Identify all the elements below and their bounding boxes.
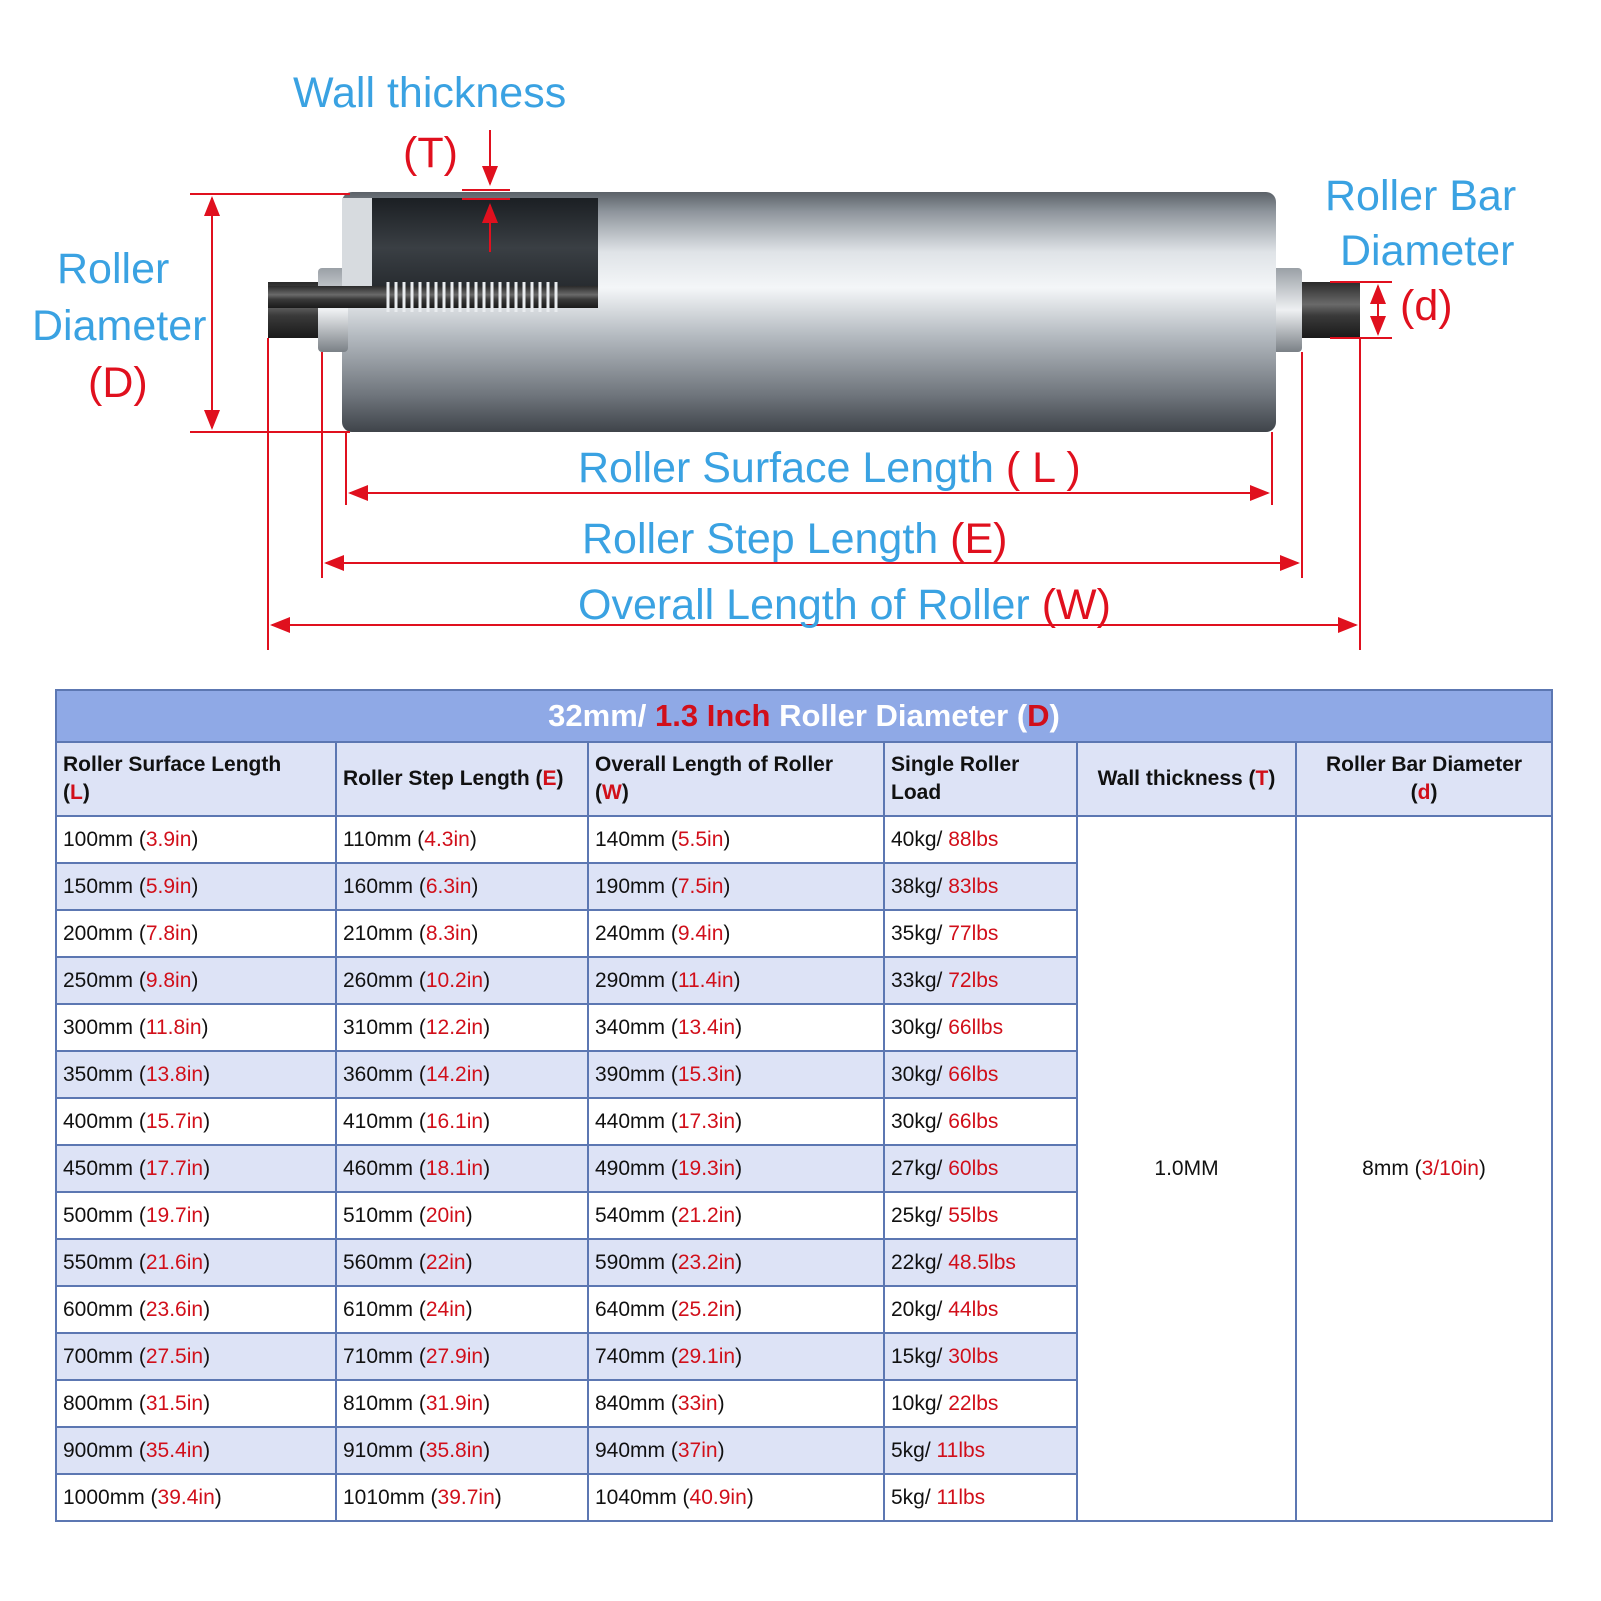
cell-overall-length: 240mm (9.4in) (588, 910, 884, 957)
cell-step-length: 1010mm (39.7in) (336, 1474, 588, 1521)
cell-single-roller-load: 5kg/ 11lbs (884, 1427, 1077, 1474)
header-overall-length: Overall Length of Roller (W) (588, 742, 884, 816)
cell-surface-length: 800mm (31.5in) (56, 1380, 336, 1427)
cell-surface-length: 150mm (5.9in) (56, 863, 336, 910)
right-shaft (1300, 282, 1360, 338)
header-wall-thickness: Wall thickness (T) (1077, 742, 1296, 816)
cell-single-roller-load: 22kg/ 48.5lbs (884, 1239, 1077, 1286)
cell-step-length: 410mm (16.1in) (336, 1098, 588, 1145)
cell-step-length: 610mm (24in) (336, 1286, 588, 1333)
table-title: 32mm/ 1.3 Inch Roller Diameter (D) (56, 690, 1552, 742)
cell-wall-thickness-value: 1.0MM (1077, 816, 1296, 1521)
cell-step-length: 160mm (6.3in) (336, 863, 588, 910)
bar-diameter-label-line1: Roller Bar (1325, 172, 1517, 220)
wall-thickness-label: Wall thickness (293, 69, 567, 117)
cell-overall-length: 440mm (17.3in) (588, 1098, 884, 1145)
cell-step-length: 260mm (10.2in) (336, 957, 588, 1004)
roller-diagram (0, 0, 1601, 680)
cell-single-roller-load: 25kg/ 55lbs (884, 1192, 1077, 1239)
header-surface-length: Roller Surface Length (L) (56, 742, 336, 816)
bar-diameter-symbol: (d) (1400, 282, 1453, 330)
cell-overall-length: 640mm (25.2in) (588, 1286, 884, 1333)
surface-length-symbol: ( L ) (1005, 444, 1081, 492)
cell-step-length: 910mm (35.8in) (336, 1427, 588, 1474)
cell-overall-length: 590mm (23.2in) (588, 1239, 884, 1286)
cell-step-length: 210mm (8.3in) (336, 910, 588, 957)
cell-overall-length: 1040mm (40.9in) (588, 1474, 884, 1521)
cell-overall-length: 290mm (11.4in) (588, 957, 884, 1004)
cell-surface-length: 250mm (9.8in) (56, 957, 336, 1004)
roller-diameter-label-line1: Roller (57, 245, 170, 293)
cell-bar-diameter-value: 8mm (3/10in) (1296, 816, 1552, 1521)
cell-step-length: 310mm (12.2in) (336, 1004, 588, 1051)
header-single-roller-load: Single Roller Load (884, 742, 1077, 816)
right-end-cap (1272, 268, 1302, 352)
cell-single-roller-load: 5kg/ 11lbs (884, 1474, 1077, 1521)
cell-surface-length: 100mm (3.9in) (56, 816, 336, 863)
cell-overall-length: 540mm (21.2in) (588, 1192, 884, 1239)
cell-overall-length: 390mm (15.3in) (588, 1051, 884, 1098)
roller-illustration (0, 0, 1601, 680)
cell-surface-length: 900mm (35.4in) (56, 1427, 336, 1474)
cell-overall-length: 190mm (7.5in) (588, 863, 884, 910)
cell-overall-length: 940mm (37in) (588, 1427, 884, 1474)
cell-single-roller-load: 33kg/ 72lbs (884, 957, 1077, 1004)
table-row (56, 816, 1552, 863)
cell-single-roller-load: 30kg/ 66lbs (884, 1051, 1077, 1098)
cell-single-roller-load: 35kg/ 77lbs (884, 910, 1077, 957)
table-header-row (56, 742, 1552, 816)
overall-length-symbol: (W) (1041, 581, 1111, 629)
overall-length-text: Overall Length of Roller (578, 581, 1030, 629)
cell-single-roller-load: 15kg/ 30lbs (884, 1333, 1077, 1380)
cell-surface-length: 200mm (7.8in) (56, 910, 336, 957)
cell-overall-length: 740mm (29.1in) (588, 1333, 884, 1380)
cell-overall-length: 340mm (13.4in) (588, 1004, 884, 1051)
step-length-symbol: (E) (950, 515, 1008, 563)
table-body (56, 816, 1552, 1521)
step-length-text: Roller Step Length (582, 515, 939, 563)
roller-diameter-label-line2: Diameter (32, 302, 207, 350)
cell-surface-length: 450mm (17.7in) (56, 1145, 336, 1192)
cell-overall-length: 840mm (33in) (588, 1380, 884, 1427)
cell-surface-length: 600mm (23.6in) (56, 1286, 336, 1333)
header-bar-diameter: Roller Bar Diameter (d) (1296, 742, 1552, 816)
cell-step-length: 460mm (18.1in) (336, 1145, 588, 1192)
cell-step-length: 360mm (14.2in) (336, 1051, 588, 1098)
cell-step-length: 810mm (31.9in) (336, 1380, 588, 1427)
overall-length-label (578, 581, 1111, 629)
roller-diameter-symbol: (D) (88, 359, 148, 407)
surface-length-text: Roller Surface Length (578, 444, 994, 492)
cell-single-roller-load: 40kg/ 88lbs (884, 816, 1077, 863)
cell-surface-length: 350mm (13.8in) (56, 1051, 336, 1098)
cell-step-length: 110mm (4.3in) (336, 816, 588, 863)
cell-single-roller-load: 30kg/ 66llbs (884, 1004, 1077, 1051)
cell-single-roller-load: 10kg/ 22lbs (884, 1380, 1077, 1427)
cell-surface-length: 1000mm (39.4in) (56, 1474, 336, 1521)
cell-single-roller-load: 27kg/ 60lbs (884, 1145, 1077, 1192)
cell-single-roller-load: 20kg/ 44lbs (884, 1286, 1077, 1333)
cell-step-length: 560mm (22in) (336, 1239, 588, 1286)
cell-step-length: 710mm (27.9in) (336, 1333, 588, 1380)
cell-single-roller-load: 38kg/ 83lbs (884, 863, 1077, 910)
cell-step-length: 510mm (20in) (336, 1192, 588, 1239)
cell-single-roller-load: 30kg/ 66lbs (884, 1098, 1077, 1145)
spec-table (55, 689, 1553, 1522)
table-title-row (56, 690, 1552, 742)
cutaway-section (342, 198, 598, 298)
bar-diameter-label-line2: Diameter (1340, 227, 1515, 275)
cell-surface-length: 550mm (21.6in) (56, 1239, 336, 1286)
cell-overall-length: 140mm (5.5in) (588, 816, 884, 863)
header-step-length: Roller Step Length (E) (336, 742, 588, 816)
step-length-label (582, 515, 1008, 563)
wall-thickness-symbol: (T) (403, 129, 458, 177)
cell-surface-length: 700mm (27.5in) (56, 1333, 336, 1380)
cell-surface-length: 400mm (15.7in) (56, 1098, 336, 1145)
cell-surface-length: 500mm (19.7in) (56, 1192, 336, 1239)
cell-surface-length: 300mm (11.8in) (56, 1004, 336, 1051)
surface-length-label (578, 444, 1081, 492)
cell-overall-length: 490mm (19.3in) (588, 1145, 884, 1192)
